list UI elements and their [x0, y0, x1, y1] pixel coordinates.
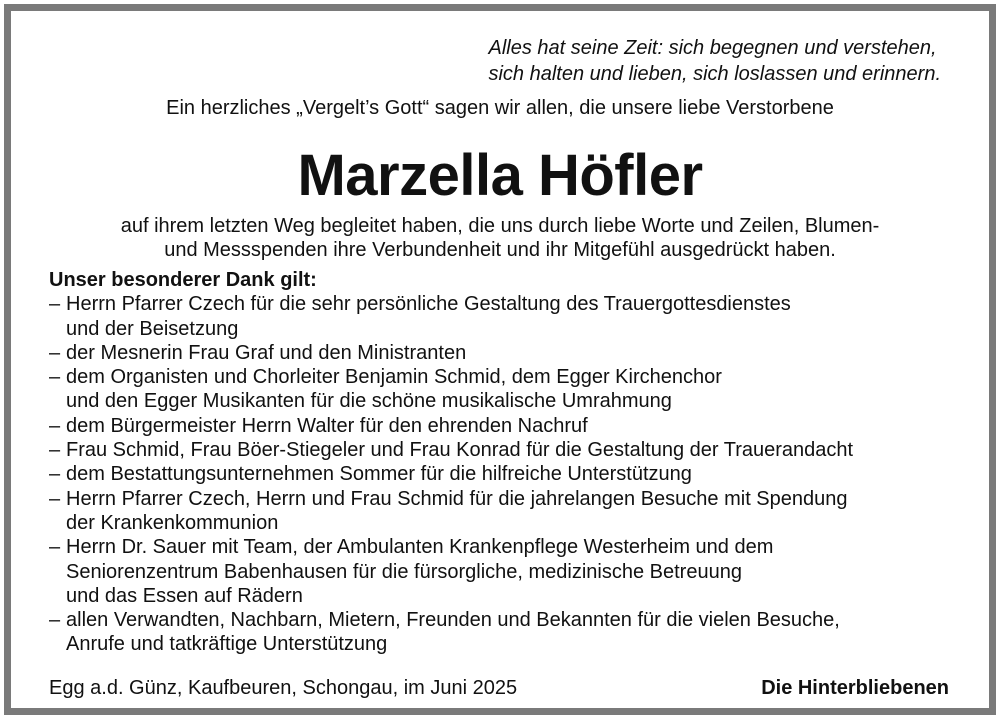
dash-bullet: –	[49, 439, 61, 462]
signature: Die Hinterbliebenen	[761, 677, 949, 699]
thanks-item-line: Herrn Pfarrer Czech, Herrn und Frau Schmid für die jahrelangen Besuche mit Spendung	[66, 487, 848, 510]
thanks-item-line: und das Essen auf Rädern	[66, 584, 303, 607]
thanks-item-line: und der Beisetzung	[66, 317, 239, 340]
dash-bullet: –	[49, 341, 61, 364]
thanks-list-item	[49, 462, 959, 486]
thanks-list-item	[49, 292, 959, 341]
thanks-list-item	[49, 414, 959, 438]
gratitude-line: auf ihrem letzten Weg begleitet haben, die uns durch liebe Worte und Zeilen, Blumen-	[120, 215, 880, 237]
dash-bullet: –	[49, 609, 61, 632]
thanks-list	[49, 292, 959, 656]
quote-line: sich halten und lieben, sich loslassen und erinnern.	[488, 63, 941, 85]
thanks-item-line: der Mesnerin Frau Graf und den Ministranten	[66, 341, 467, 364]
dash-bullet: –	[49, 463, 61, 486]
thanks-item-line: allen Verwandten, Nachbarn, Mietern, Freunden und Bekannten für die vielen Besuche,	[66, 609, 840, 632]
thanks-item-line: Frau Schmid, Frau Böer-Stiegeler und Frau Konrad für die Gestaltung der Trauerandacht	[66, 439, 854, 462]
thanks-list-item	[49, 487, 959, 536]
thanks-item-line: Herrn Dr. Sauer mit Team, der Ambulanten Krankenpflege Westerheim und dem	[66, 536, 774, 559]
obituary-content	[11, 11, 989, 708]
thanks-item-line: Anrufe und tatkräftige Unterstützung	[66, 633, 388, 656]
thanks-item-line: dem Bestattungsunternehmen Sommer für die hilfreiche Unterstützung	[66, 463, 692, 486]
thanks-section	[49, 268, 959, 657]
thanks-list-item	[49, 365, 959, 414]
thanks-list-item	[49, 608, 959, 657]
dash-bullet: –	[49, 366, 61, 389]
thanks-item-line: und den Egger Musikanten für die schöne musikalische Umrahmung	[66, 390, 672, 413]
thanks-list-item	[49, 438, 959, 462]
intro-text: Ein herzliches „Vergelt’s Gott“ sagen wir allen, die unsere liebe Verstorbene	[166, 97, 834, 119]
gratitude-text	[11, 214, 989, 262]
dash-bullet: –	[49, 536, 61, 559]
thanks-item-line: Herrn Pfarrer Czech für die sehr persönliche Gestaltung des Trauergottesdienstes	[66, 293, 791, 316]
thanks-list-item	[49, 535, 959, 608]
thanks-item-line: dem Bürgermeister Herrn Walter für den ehrenden Nachruf	[66, 414, 588, 437]
quote-block	[488, 35, 941, 87]
deceased-name: Marzella Höfler	[297, 143, 703, 208]
thanks-item-line: Seniorenzentrum Babenhausen für die fürsorgliche, medizinische Betreuung	[66, 560, 742, 583]
thanks-heading: Unser besonderer Dank gilt:	[49, 269, 317, 291]
thanks-item-line: dem Organisten und Chorleiter Benjamin Schmid, dem Egger Kirchenchor	[66, 366, 722, 389]
obituary-card	[4, 4, 996, 715]
gratitude-line: und Messspenden ihre Verbundenheit und ihr Mitgefühl ausgedrückt haben.	[164, 239, 836, 261]
thanks-list-item	[49, 341, 959, 365]
dash-bullet: –	[49, 414, 61, 437]
dash-bullet: –	[49, 487, 61, 510]
quote-line: Alles hat seine Zeit: sich begegnen und verstehen,	[488, 37, 937, 59]
thanks-item-line: der Krankenkommunion	[66, 511, 279, 534]
place-and-date: Egg a.d. Günz, Kaufbeuren, Schongau, im Juni 2025	[49, 677, 518, 699]
dash-bullet: –	[49, 293, 61, 316]
